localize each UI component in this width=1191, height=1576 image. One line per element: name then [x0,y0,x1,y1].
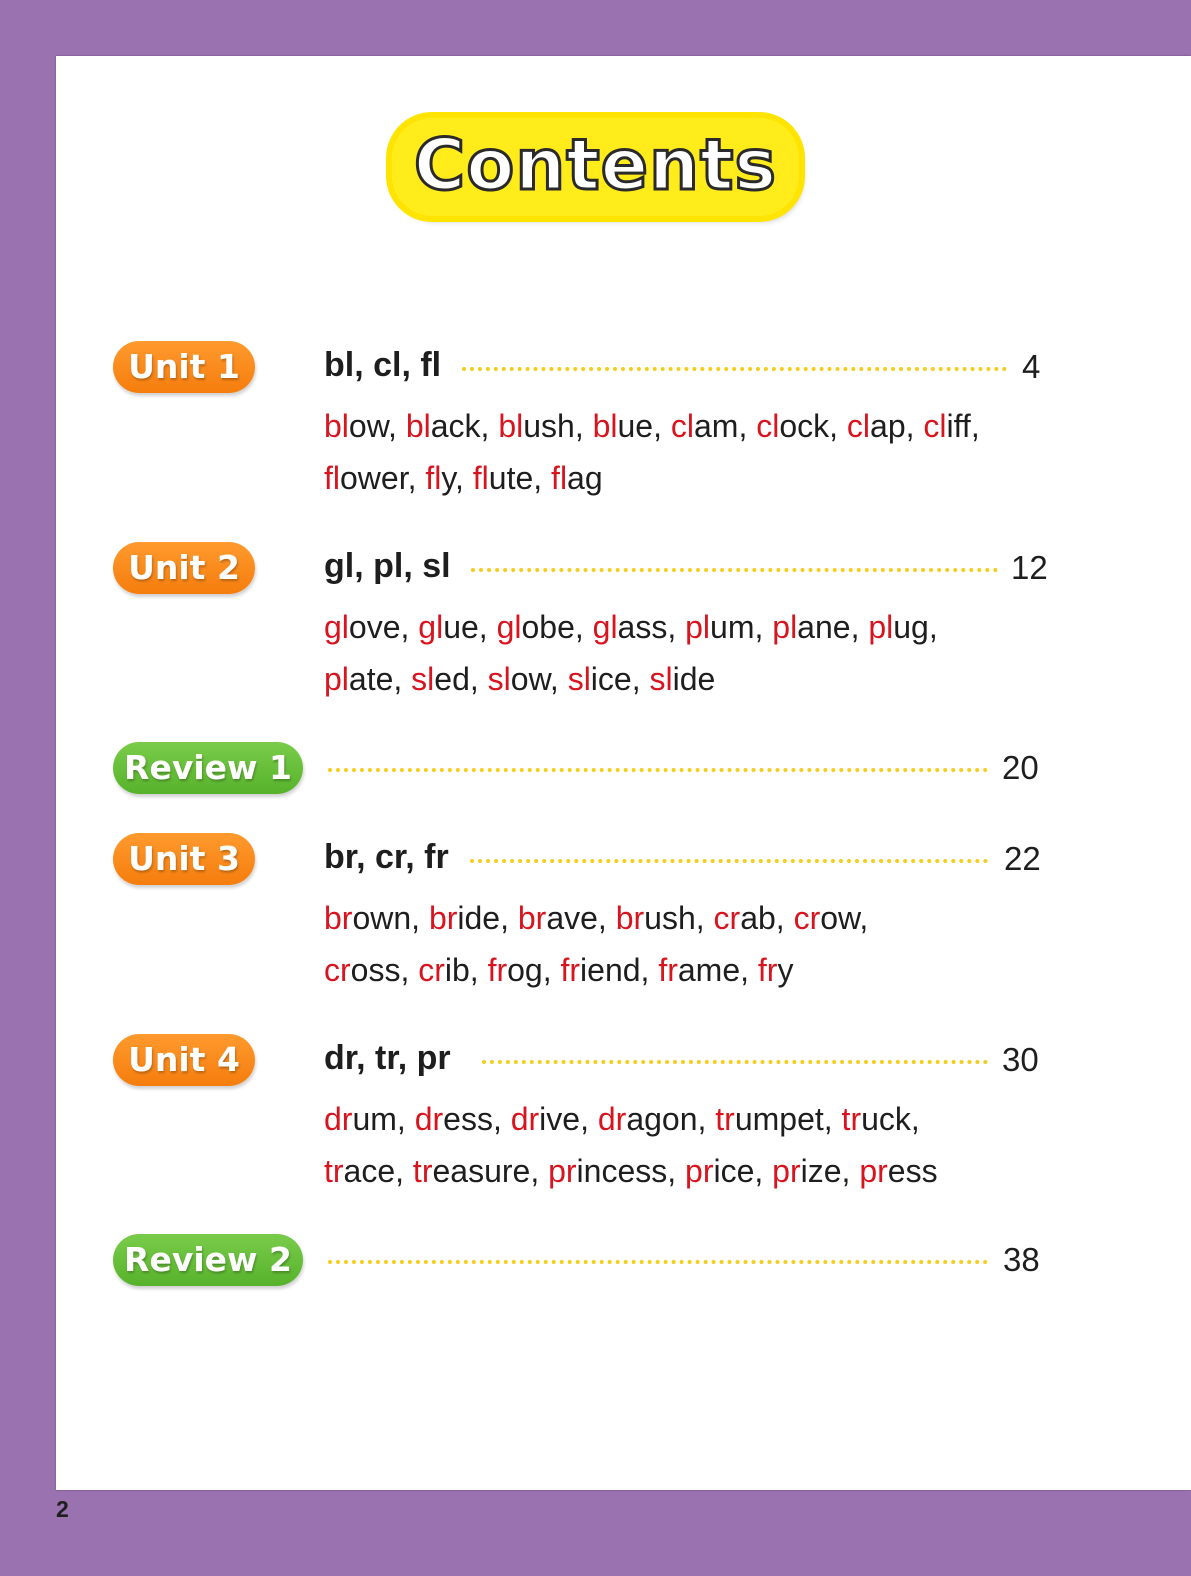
unit-4-words-line-1: drum, dress, drive, dragon, trumpet, truck, [324,1101,920,1137]
unit-1-words-line-1: blow, black, blush, blue, clam, clock, clap, cliff, [324,408,980,444]
unit-1-words-line-2: flower, fly, flute, flag [324,460,603,496]
review-1-leader-dots [328,768,988,772]
unit-1-leader-dots [462,367,1007,371]
title-container [0,118,1191,216]
unit-1-heading: bl, cl, fl [324,346,442,384]
unit-2-words [324,601,938,705]
unit-2-heading: gl, pl, sl [324,547,451,585]
unit-1-page-number: 4 [1022,348,1041,385]
page-title: Contents [392,118,799,216]
unit-4-words [324,1093,938,1197]
unit-2-page-number: 12 [1011,549,1048,586]
unit-3-words [324,892,868,996]
unit-2-badge[interactable]: Unit 2 [113,542,255,594]
unit-3-badge[interactable]: Unit 3 [113,833,255,885]
review-1-badge[interactable]: Review 1 [113,742,303,794]
unit-1-words [324,400,980,504]
review-2-page-number: 38 [1003,1241,1040,1278]
unit-3-leader-dots [470,859,988,863]
unit-3-words-line-1: brown, bride, brave, brush, crab, crow, [324,900,869,936]
review-1-page-number: 20 [1002,749,1039,786]
unit-3-page-number: 22 [1004,840,1041,877]
unit-2-words-line-1: glove, glue, globe, glass, plum, plane, plug, [324,609,938,645]
folio-page-number: 2 [56,1496,69,1522]
review-2-leader-dots [328,1260,988,1264]
unit-3-heading: br, cr, fr [324,838,449,876]
unit-2-leader-dots [471,568,998,572]
unit-4-leader-dots [482,1060,988,1064]
unit-4-badge[interactable]: Unit 4 [113,1034,255,1086]
unit-4-words-line-2: trace, treasure, princess, price, prize, press [324,1153,938,1189]
unit-2-words-line-2: plate, sled, slow, slice, slide [324,661,716,697]
unit-1-badge[interactable]: Unit 1 [113,341,255,393]
review-2-badge[interactable]: Review 2 [113,1234,303,1286]
unit-4-heading: dr, tr, pr [324,1039,451,1077]
unit-4-page-number: 30 [1002,1041,1039,1078]
unit-3-words-line-2: cross, crib, frog, friend, frame, fry [324,952,794,988]
